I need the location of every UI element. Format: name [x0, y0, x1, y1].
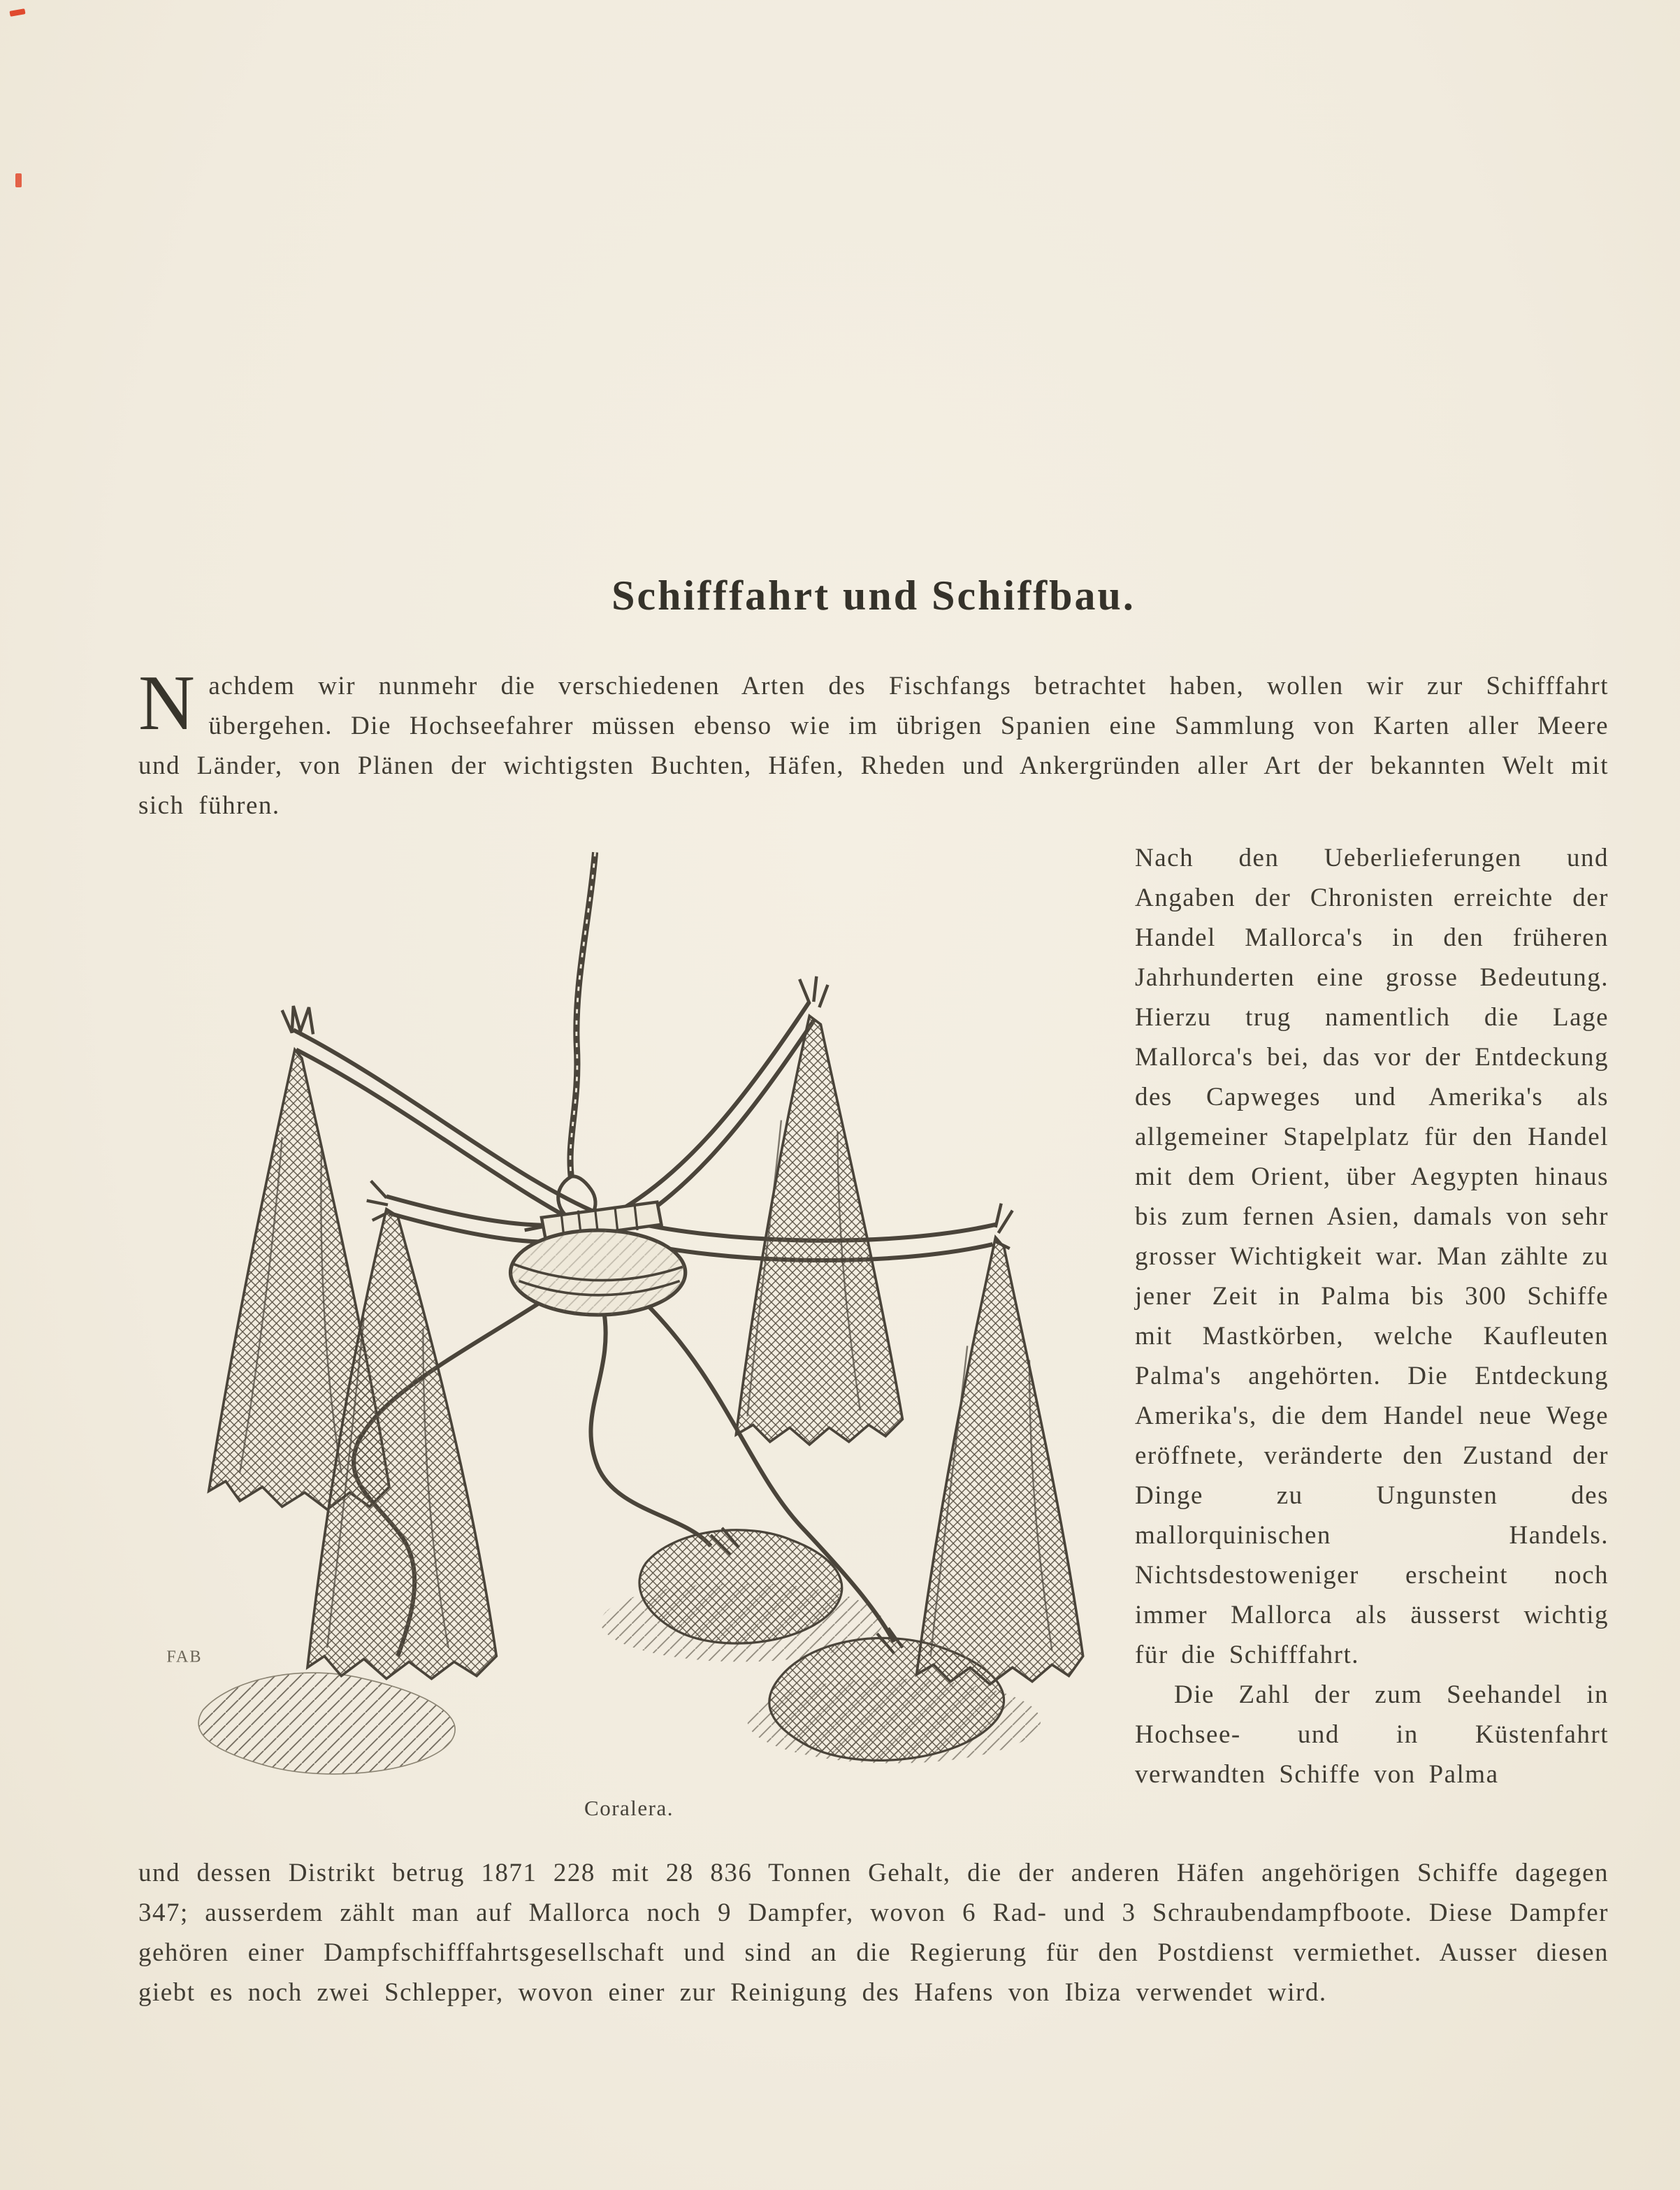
net-cone-4	[917, 1237, 1083, 1685]
net-cone-3	[736, 1016, 902, 1444]
beam-fork-upper-right	[799, 977, 827, 1007]
figure-caption: Coralera.	[584, 1796, 674, 1820]
page-title: Schifffahrt und Schiffbau.	[611, 572, 1136, 619]
column-paragraph-1: Nach den Ueberlieferungen und Angaben der Chronisten erreichte der Handel Mallorca's in den früheren Jahrhunderten eine grosse Bedeutung. Hierzu trug namentlich die Lage Mallorca's bei, das vor der Entdeckung des Capweges und Amerika's als allgemeiner Stapelplatz für den Handel mit dem Orient, über Aegypten hinaus bis zum fernen Asien, damals von sehr grosser Wichtigkeit war. Man zählte zu jener Zeit in Palma bis 300 Schiffe mit Mastkörben, welche Kaufleuten Palma's angehörten. Die Entdeckung Amerika's, die dem Handel neue Wege eröffnete, veränderte den Zustand der Dinge zu Ungunsten des mallorquinischen Handels. Nichtsdestoweniger erscheint noch immer Mallorca als äusserst wichtig für die Schifffahrt.	[1135, 844, 1609, 1669]
red-scan-mark-left	[15, 173, 22, 187]
illustration-signature: FAB	[166, 1647, 203, 1666]
ground-shadow-left	[198, 1673, 455, 1774]
figure-and-column-row	[138, 831, 1609, 1821]
hub-stone	[511, 1230, 686, 1315]
page-content	[138, 572, 1609, 2012]
right-text-column	[1120, 831, 1609, 1794]
column-paragraph-2: Die Zahl der zum Seehandel in Hochsee- und in Küstenfahrt verwandten Schiffe von Palma	[1135, 1680, 1609, 1789]
coralera-illustration	[150, 849, 1108, 1780]
net-bundle-center	[639, 1528, 842, 1643]
red-scan-mark-top	[9, 8, 25, 17]
closing-paragraph: und dessen Distrikt betrug 1871 228 mit 28 836 Tonnen Gehalt, die der anderen Häfen angehörigen Schiffe dagegen 347; ausserdem zählt man auf Mallorca noch 9 Dampfer, wovon 6 Rad- und 3 Schraubendampfboote. Diese Dampfer gehören einer Dampfschifffahrtsgesellschaft und sind an die Regierung für den Postdienst vermiethet. Ausser diesen giebt es noch zwei Schlepper, wovon einer zur Reinigung des Hafens von Ibiza verwendet wird.	[138, 1859, 1609, 2007]
intro-paragraph: Nachdem wir nunmehr die verschiedenen Arten des Fischfangs betrachtet haben, wollen wir zur Schifffahrt übergehen. Die Hochseefahrer müssen ebenso wie im übrigen Spanien eine Sammlung von Karten aller Meere und Länder, von Plänen der wichtigsten Buchten, Häfen, Rheden und Ankergründen aller Art der bekannten Welt mit sich führen.	[138, 660, 1609, 820]
coralera-figure	[138, 831, 1120, 1821]
